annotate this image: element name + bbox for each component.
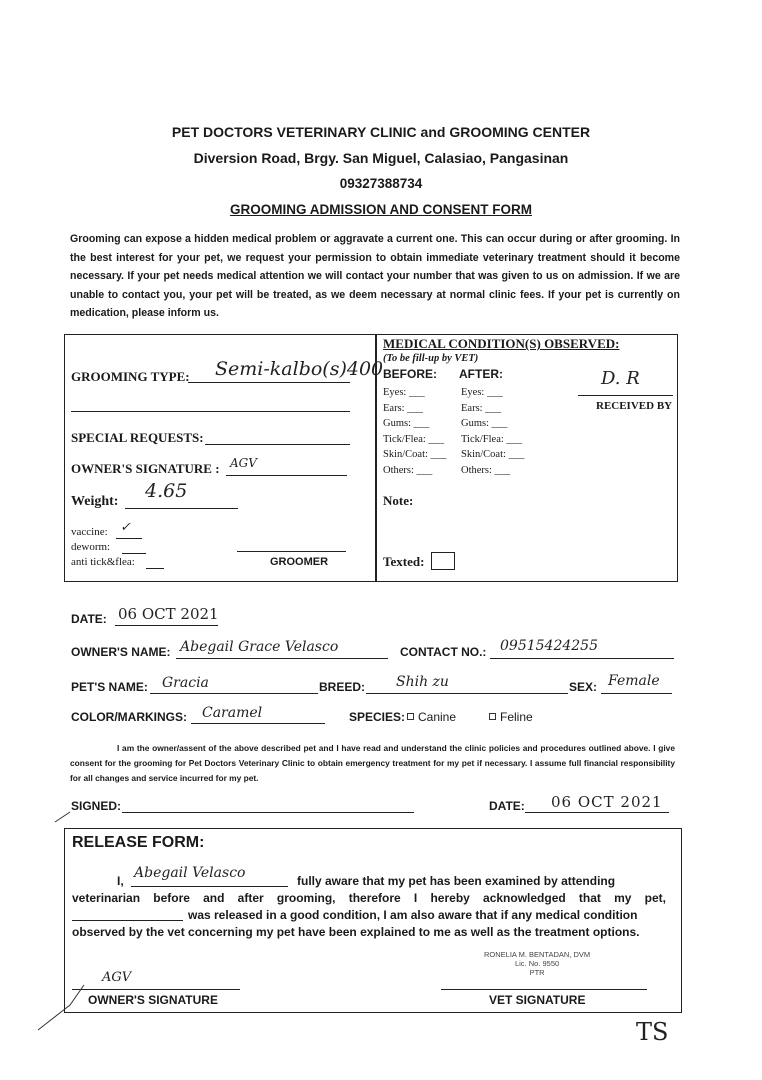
pen-stroke	[38, 985, 84, 1030]
weight-value: 4.65	[145, 480, 188, 502]
after-item: Gums: ___	[461, 418, 508, 429]
before-item: Others: ___	[383, 464, 433, 476]
date-label: DATE:	[71, 612, 107, 626]
signed-date-label: DATE:	[489, 799, 525, 813]
vet-stamp-lic: Lic. No. 9550	[514, 959, 560, 968]
groomer-label: GROOMER	[270, 556, 329, 568]
after-item: Others: ___	[461, 464, 511, 476]
species-canine-option[interactable]: Canine	[407, 710, 456, 724]
before-item: Skin/Coat: ___	[383, 449, 447, 460]
before-item: Ears: ___	[383, 402, 423, 414]
release-text-3: was released in a good condition, I am also aware that if any medical condition	[188, 908, 638, 922]
pet-name-value: Gracia	[162, 675, 209, 691]
contact-value: 09515424255	[500, 638, 598, 654]
after-item: Skin/Coat: ___	[461, 449, 525, 460]
release-text-4: observed by the vet concerning my pet have been explained to me as well as the treatment options.	[72, 925, 640, 939]
clinic-address: Diversion Road, Brgy. San Miguel, Calasiao, Pangasinan	[193, 150, 569, 166]
grooming-type-value: Semi-kalbo(s)400	[215, 358, 384, 380]
release-owner-sig-label: OWNER'S SIGNATURE	[88, 993, 218, 1007]
form-title: GROOMING ADMISSION AND CONSENT FORM	[230, 202, 532, 217]
special-requests-label: SPECIAL REQUESTS:	[71, 430, 204, 445]
pet-name-label: PET'S NAME:	[71, 680, 148, 694]
after-item: Tick/Flea: ___	[461, 433, 523, 445]
after-item: Eyes: ___	[461, 387, 503, 398]
release-text-1: fully aware that my pet has been examined by attending	[297, 874, 616, 888]
pen-stroke	[55, 812, 70, 822]
vet-stamp-ptr: PTR	[529, 968, 545, 977]
before-item: Gums: ___	[383, 418, 430, 429]
weight-label: Weight:	[71, 494, 119, 509]
medical-subtitle: (To be fill-up by VET)	[383, 353, 479, 364]
color-value: Caramel	[202, 705, 263, 721]
species-feline-option[interactable]: Feline	[489, 710, 533, 724]
species-label: SPECIES:	[349, 710, 406, 724]
breed-label: BREED:	[319, 680, 366, 694]
before-label: BEFORE:	[383, 367, 437, 381]
intro-paragraph: Grooming can expose a hidden medical problem or aggravate a current one. This can occur during or after grooming. In the best interest for your pet, we request your permission to obtain immediate veterinary treatment should it become necessary. If your pet needs medical attention we will contact your number that was given to us on admission. If we are unable to contact you, your pet will be treated, as we deem necessary at normal clinic fees. If your pet is currently on medication, please inform us.	[70, 233, 680, 319]
before-item: Tick/Flea: ___	[383, 433, 445, 445]
vaccine-check: ✓	[120, 520, 131, 535]
vaccine-label: vaccine:	[71, 526, 108, 538]
sex-value: Female	[608, 673, 660, 689]
after-item: Ears: ___	[461, 402, 501, 414]
after-label: AFTER:	[459, 367, 503, 381]
owner-signature: AGV	[230, 456, 257, 470]
consent-paragraph: I am the owner/assent of the above described pet and I have read and understand the clinic policies and procedures outlined above. I give consent for the grooming for Pet Doctors Veterinary Clinic to obtain emergency treatment for my pet if necessary. I assume full financial responsibility for all changes and service incurred for my pet.	[70, 743, 675, 783]
date-value: 06 OCT 2021	[118, 605, 219, 623]
signed-label: SIGNED:	[71, 799, 122, 813]
received-by-label: RECEIVED BY	[596, 400, 673, 412]
grooming-type-label: GROOMING TYPE:	[71, 369, 190, 384]
release-owner-signature: AGV	[102, 970, 132, 985]
breed-value: Shih zu	[396, 674, 449, 690]
medical-title: MEDICAL CONDITION(S) OBSERVED:	[383, 336, 620, 351]
texted-label: Texted:	[383, 554, 425, 569]
release-i-label: I,	[117, 874, 124, 888]
corner-initials: TS	[636, 1018, 669, 1046]
vet-stamp-name: RONELIA M. BENTADAN, DVM	[484, 950, 591, 959]
contact-label: CONTACT NO.:	[400, 645, 487, 659]
note-label: Note:	[383, 493, 414, 508]
sex-label: SEX:	[569, 680, 598, 694]
release-text-2: veterinarian before and after grooming, therefore I hereby acknowledged that my pet,	[72, 891, 666, 905]
received-by-value: D. R	[601, 368, 640, 389]
before-item: Eyes: ___	[383, 387, 425, 398]
anti-tick-label: anti tick&flea:	[71, 556, 135, 568]
release-title: RELEASE FORM:	[72, 834, 205, 851]
release-name-value: Abegail Velasco	[134, 865, 246, 881]
color-label: COLOR/MARKINGS:	[71, 710, 187, 724]
owner-signature-label: OWNER'S SIGNATURE :	[71, 461, 220, 476]
signed-date-value: 06 OCT 2021	[551, 793, 663, 811]
owner-name-value: Abegail Grace Velasco	[180, 639, 339, 655]
clinic-name: PET DOCTORS VETERINARY CLINIC and GROOMING CENTER	[171, 124, 591, 140]
clinic-phone: 09327388734	[339, 176, 423, 191]
vet-sig-label: VET SIGNATURE	[489, 993, 586, 1007]
owner-name-label: OWNER'S NAME:	[71, 645, 171, 659]
deworm-label: deworm:	[71, 541, 111, 553]
